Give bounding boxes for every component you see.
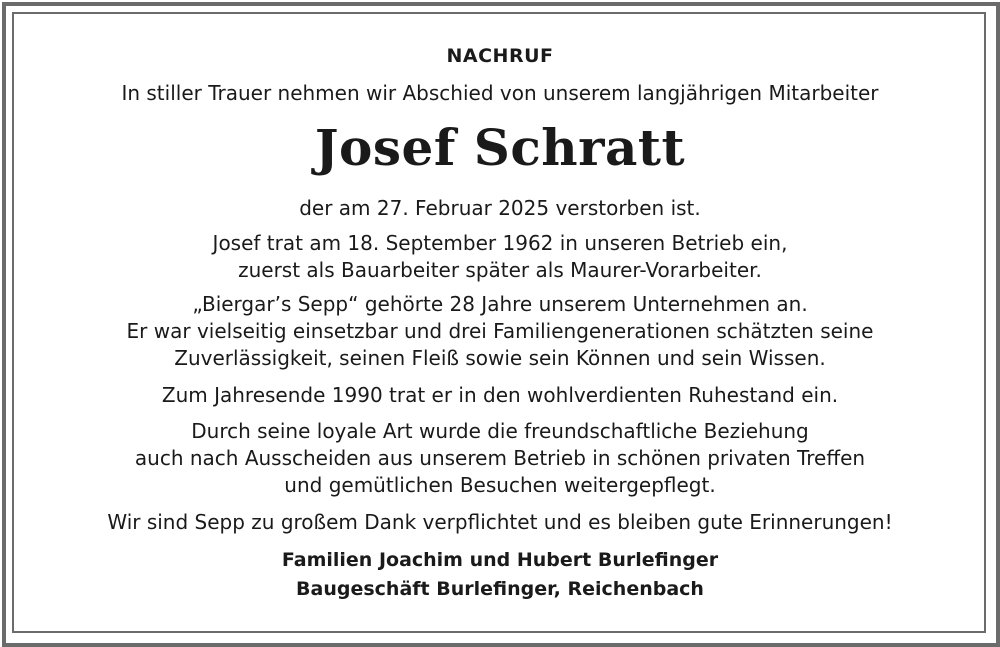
paragraph-line: Zuverlässigkeit, seinen Fleiß sowie sein Können und sein Wissen. (174, 346, 826, 370)
notice-heading: NACHRUF (446, 45, 554, 67)
paragraph-line: auch nach Ausscheiden aus unserem Betrieb in schönen privaten Treffen (134, 446, 866, 470)
paragraph-line: Josef trat am 18. September 1962 in unseren Betrieb ein, (212, 231, 788, 255)
intro-text: In stiller Trauer nehmen wir Abschied von unserem langjährigen Mitarbeiter (121, 81, 879, 105)
death-date-line: der am 27. Februar 2025 verstorben ist. (299, 196, 701, 220)
paragraph-line: Durch seine loyale Art wurde die freundschaftliche Beziehung (191, 419, 809, 443)
signature-company: Baugeschäft Burlefinger, Reichenbach (296, 578, 704, 600)
signature-families: Familien Joachim und Hubert Burlefinger (281, 549, 719, 571)
paragraph-line: zuerst als Bauarbeiter später als Maurer-Vorarbeiter. (238, 258, 762, 282)
paragraph-line: Er war vielseitig einsetzbar und drei Familiengenerationen schätzten seine (126, 319, 874, 343)
deceased-name: Josef Schratt (314, 118, 686, 177)
paragraph-line: und gemütlichen Besuchen weitergepflegt. (284, 473, 716, 497)
paragraph-line: Zum Jahresende 1990 trat er in den wohlverdienten Ruhestand ein. (161, 383, 839, 407)
paragraph-line: „Biergar’s Sepp“ gehörte 28 Jahre unserem Unternehmen an. (192, 292, 808, 316)
paragraph-line: Wir sind Sepp zu großem Dank verpflichtet und es bleiben gute Erinnerungen! (107, 510, 893, 534)
